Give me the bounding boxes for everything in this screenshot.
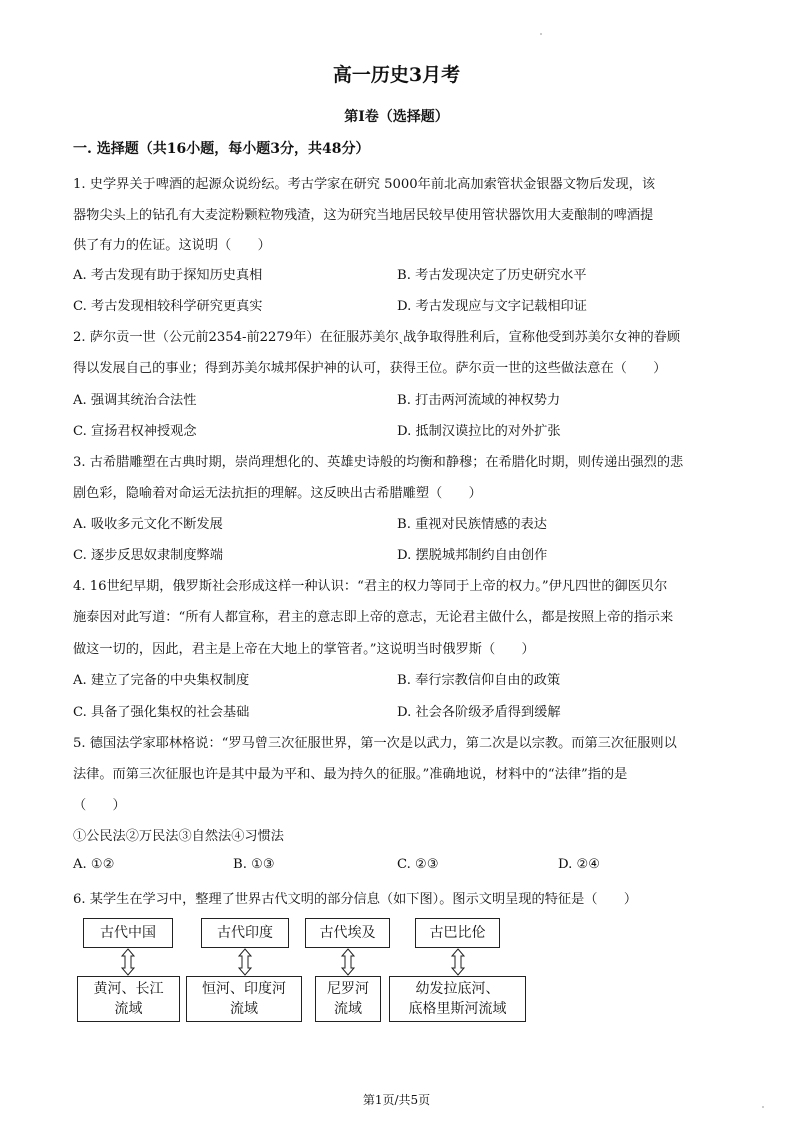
option-a[interactable]: A. 建立了完备的中央集权制度: [73, 673, 250, 688]
civilization-box: [201, 918, 289, 948]
civilization-label: 古代印度: [217, 925, 273, 941]
river-label: 流域: [334, 1001, 362, 1017]
part-title: 第I卷（选择题）: [344, 109, 449, 125]
river-box: [315, 976, 381, 1022]
river-label: 底格里斯河流域: [408, 1001, 507, 1017]
option-b[interactable]: B. 考古发现决定了历史研究水平: [397, 268, 587, 283]
river-label: 尼罗河: [327, 981, 369, 997]
question-5-line: 5. 德国法学家耶林格说：“罗马曾三次征服世界，第一次是以武力，第二次是以宗教。而第三次征服则以: [73, 736, 677, 751]
option-d[interactable]: D. 考古发现应与文字记载相印证: [397, 299, 587, 314]
question-6-line: 6. 某学生在学习中，整理了世界古代文明的部分信息（如下图）。图示文明呈现的特征是（ ）: [73, 892, 638, 907]
question-3-line: 剧色彩，隐喻着对命运无法抗拒的理解。这反映出古希腊雕塑（ ）: [73, 486, 482, 501]
option-d[interactable]: D. ②④: [558, 857, 601, 872]
question-1-line: 器物尖头上的钻孔有大麦淀粉颗粒物残渣，这为研究当地居民较早使用管状器饮用大麦酿制的啤酒提: [73, 208, 654, 223]
question-1-line: 1. 史学界关于啤酒的起源众说纷纭。考古学家在研究 5000年前北高加索管状金银器文物后发现，该: [73, 177, 656, 192]
question-4-line: 施泰因对此写道：“所有人都宣称，君主的意志即上帝的意志，无论君主做什么，都是按照上帝的指示来: [73, 610, 674, 625]
double-arrow-icon: [120, 948, 136, 976]
river-label: 恒河、印度河: [202, 981, 286, 997]
page-title: 高一历史3月考: [332, 64, 461, 86]
civilization-box: [415, 918, 500, 948]
double-arrow-icon: [340, 948, 356, 976]
scan-dot: [540, 33, 542, 35]
option-a[interactable]: A. 考古发现有助于探知历史真相: [73, 268, 263, 283]
page-number: 第1页/共5页: [362, 1093, 431, 1107]
question-2-line: 2. 萨尔贡一世（公元前2354-前2279年）在征服苏美尔ˎ战争取得胜利后，宣称他受到苏美尔女神的眷顾: [73, 330, 681, 345]
question-5-line: （ ）: [73, 798, 126, 813]
civilization-label: 古巴比伦: [429, 925, 486, 941]
option-c[interactable]: C. 逐步反思奴隶制度弊端: [73, 548, 223, 563]
option-b[interactable]: B. 奉行宗教信仰自由的政策: [397, 673, 561, 688]
option-c[interactable]: C. 考古发现相较科学研究更真实: [73, 299, 263, 314]
question-4-line: 做这一切的，因此，君主是上帝在大地上的掌管者。”这说明当时俄罗斯（ ）: [73, 642, 535, 657]
double-arrow-icon: [237, 948, 253, 976]
option-c[interactable]: C. ②③: [397, 857, 439, 872]
question-3-line: 3. 古希腊雕塑在古典时期，崇尚理想化的、英雄史诗般的均衡和静穆；在希腊化时期，则传递出强烈的悲: [73, 455, 684, 470]
question-1-line: 供了有力的佐证。这说明（ ）: [73, 238, 271, 253]
option-d[interactable]: D. 社会各阶级矛盾得到缓解: [397, 705, 561, 720]
option-b[interactable]: B. ①③: [233, 857, 275, 872]
option-b[interactable]: B. 重视对民族情感的表达: [397, 517, 547, 532]
civilization-box: [83, 918, 173, 948]
question-5-line: 法律。而第三次征服也许是其中最为平和、最为持久的征服。”准确地说，材料中的“法律”指的是: [73, 767, 628, 782]
section-heading: 一. 选择题（共16小题，每小题3分，共48分）: [73, 141, 370, 157]
question-2-line: 得以发展自己的事业；得到苏美尔城邦保护神的认可，获得王位。萨尔贡一世的这些做法意在（ ）: [73, 361, 667, 376]
option-c[interactable]: C. 宣扬君权神授观念: [73, 424, 197, 439]
river-box: [186, 976, 302, 1022]
river-box: [389, 976, 526, 1022]
option-c[interactable]: C. 具备了强化集权的社会基础: [73, 705, 250, 720]
option-d[interactable]: D. 摆脱城邦制约自由创作: [397, 548, 548, 563]
river-box: [77, 976, 180, 1022]
option-a[interactable]: A. 吸收多元文化不断发展: [73, 517, 223, 532]
option-a[interactable]: A. ①②: [73, 857, 115, 872]
civilization-label: 古代埃及: [319, 925, 376, 941]
river-label: 流域: [230, 1001, 258, 1017]
river-label: 黄河、长江: [93, 981, 164, 997]
river-label: 流域: [114, 1001, 143, 1017]
option-d[interactable]: D. 抵制汉谟拉比的对外扩张: [397, 424, 561, 439]
question-4-line: 4. 16世纪早期，俄罗斯社会形成这样一种认识：“君主的权力等同于上帝的权力。”伊凡四世的御医贝尔: [73, 579, 668, 594]
double-arrow-icon: [450, 948, 466, 976]
option-b[interactable]: B. 打击两河流域的神权势力: [397, 393, 561, 408]
question-5-statements: ①公民法②万民法③自然法④习惯法: [73, 829, 284, 844]
river-label: 幼发拉底河、: [415, 981, 500, 997]
civilization-box: [305, 918, 390, 948]
option-a[interactable]: A. 强调其统治合法性: [73, 393, 197, 408]
civilization-label: 古代中国: [100, 925, 156, 941]
